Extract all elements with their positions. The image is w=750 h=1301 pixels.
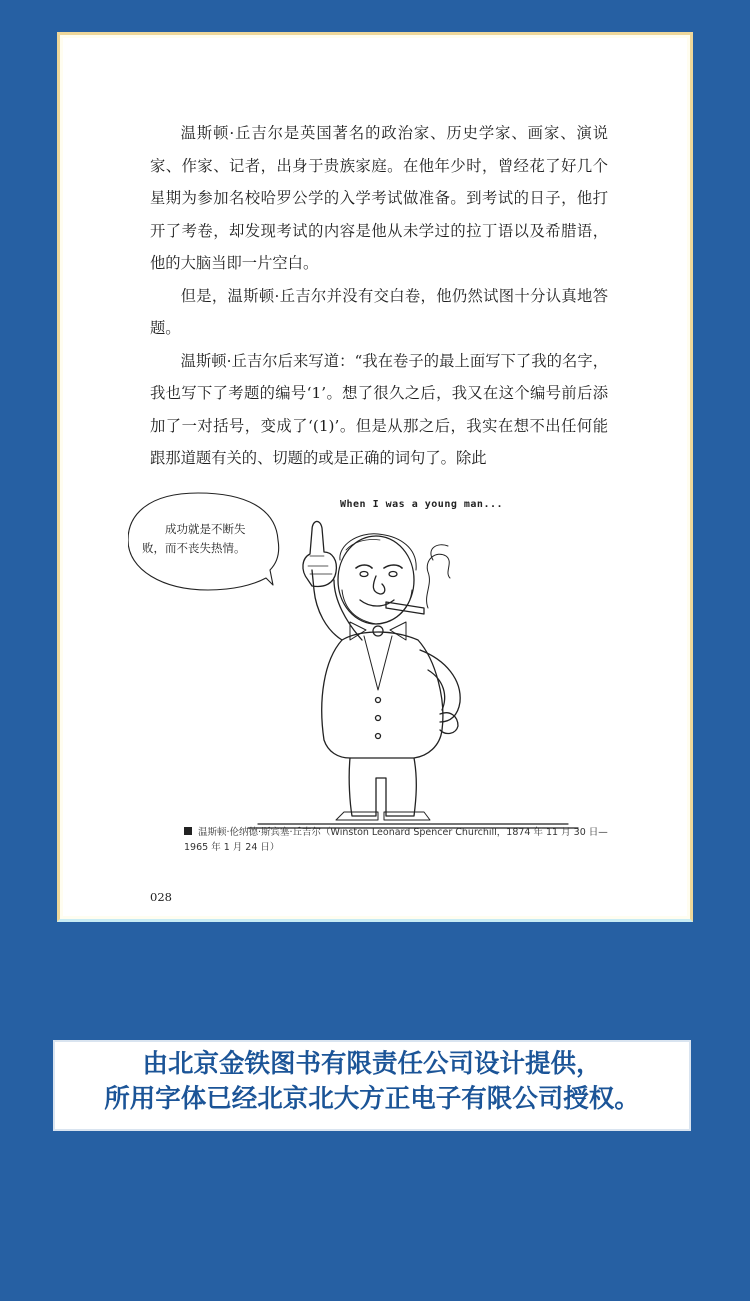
figure-caption-text: 温斯顿·伦纳德·斯宾塞·丘吉尔（Winston Leonard Spencer Churchill，1874 年 11 月 30 日—1965 年 1 月 24 日）	[184, 827, 608, 853]
shoes	[336, 812, 430, 820]
bow-tie	[350, 622, 406, 640]
legs	[349, 758, 416, 816]
body-text	[150, 117, 608, 475]
hip-arm	[420, 650, 460, 722]
copyright-notice	[53, 1040, 691, 1131]
square-bullet-icon	[184, 827, 192, 835]
paragraph: 温斯顿·丘吉尔是英国著名的政治家、历史学家、画家、演说家、作家、记者，出身于贵族家庭。在他年少时，曾经花了好几个星期为参加名校哈罗公学的入学考试做准备。到考试的日子，他打开了考卷，却发现考试的内容是他从未学过的拉丁语以及希腊语，他的大脑当即一片空白。	[150, 124, 608, 272]
pointing-hand	[303, 521, 336, 586]
paragraph: 但是，温斯顿·丘吉尔并没有交白卷，他仍然试图十分认真地答题。	[150, 286, 608, 337]
notice-line-1: 由北京金铁图书有限责任公司设计提供，	[142, 1049, 602, 1079]
page-number: 028	[150, 890, 172, 904]
speech-caption: When I was a young man...	[340, 499, 504, 510]
smoke	[427, 545, 450, 608]
figure-caption	[184, 825, 624, 855]
book-page	[57, 32, 693, 922]
jacket	[322, 632, 443, 758]
paragraph: 温斯顿·丘吉尔后来写道：“我在卷子的最上面写下了我的名字，我也写下了考题的编号‘1’。想了很久之后，我又在这个编号前后添加了一对括号，变成了‘(1)’。但是从那之后，我实在想不出任何能跟那道题有关的、切题的或是正确的词句了。除此	[150, 351, 608, 467]
notice-line-2: 所用字体已经北京北大方正电子有限公司授权。	[104, 1084, 640, 1114]
bubble-text: 成功就是不断失败，而不丧失热情。	[142, 522, 246, 555]
